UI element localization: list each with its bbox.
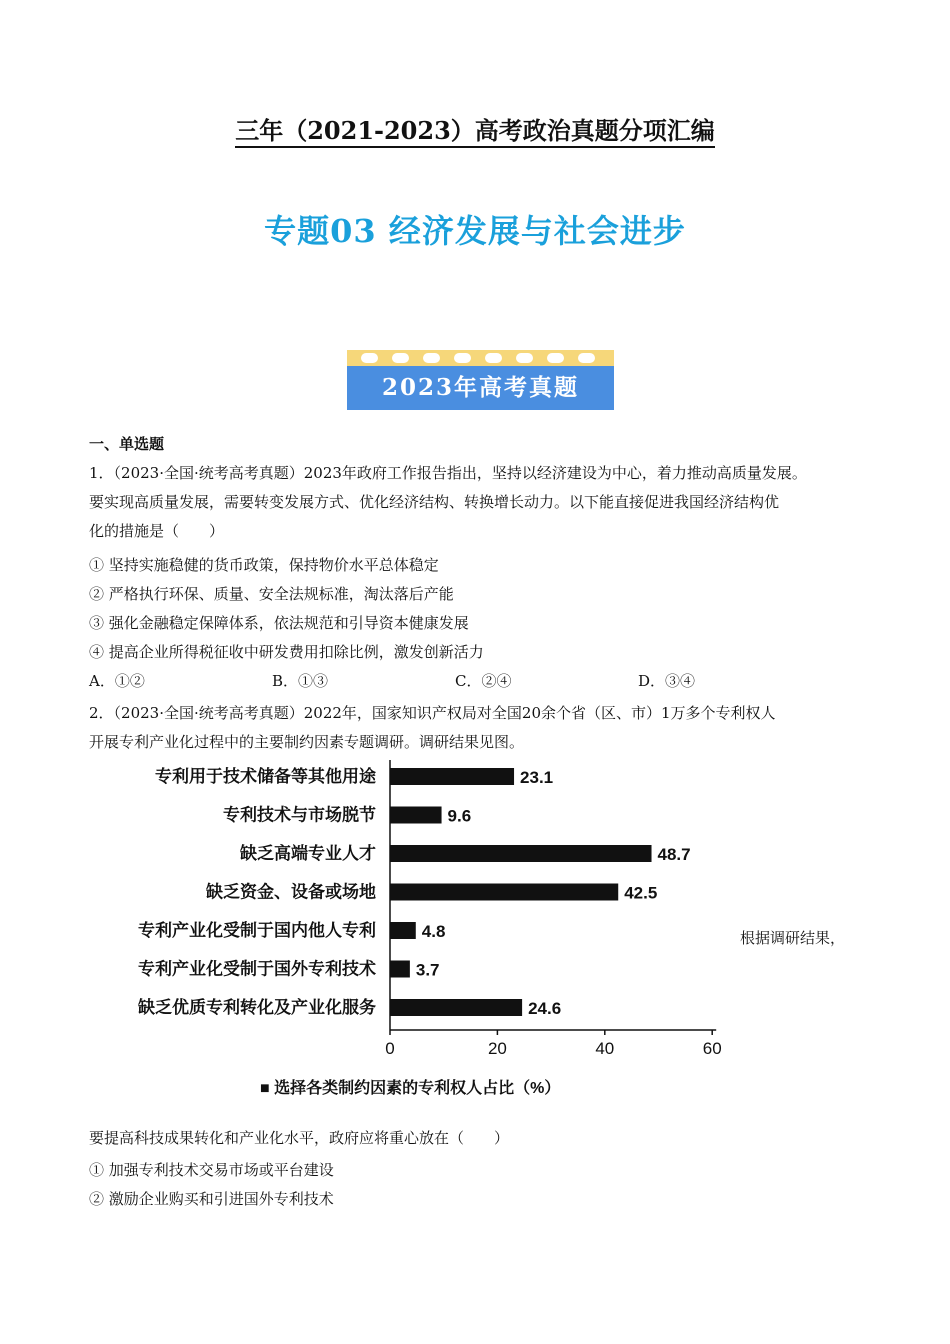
year-banner (347, 350, 614, 410)
q1-option-c: C．②④ (455, 672, 512, 690)
bar (390, 922, 416, 939)
category-label: 专利产业化受制于国外专利技术 (138, 959, 376, 979)
banner-dot-strip (347, 350, 614, 366)
bar (390, 999, 522, 1016)
value-label: 3.7 (415, 960, 440, 980)
banner-dot (516, 353, 533, 363)
q2-stem-line-3: 要提高科技成果转化和产业化水平，政府应将重心放在（ ） (89, 1129, 510, 1147)
q1-stem-line-1: 1．（2023·全国·统考高考真题）2023年政府工作报告指出，坚持以经济建设为中心，着力推动高质量发展。 (89, 464, 807, 482)
q1-statement-3: ③ 强化金融稳定保障体系，依法规范和引导资本健康发展 (89, 614, 469, 632)
chart-legend: ■ 选择各类制约因素的专利权人占比（%） (260, 1080, 561, 1097)
banner-dot (578, 353, 595, 363)
banner-dot (392, 353, 409, 363)
banner-dot (485, 353, 502, 363)
value-label: 4.8 (421, 922, 446, 941)
q1-statement-1: ① 坚持实施稳健的货币政策，保持物价水平总体稳定 (89, 556, 439, 574)
q1-statement-4: ④ 提高企业所得税征收中研发费用扣除比例，激发创新活力 (89, 643, 484, 661)
banner-label: 2023年高考真题 (347, 366, 614, 410)
banner-dot (547, 353, 564, 363)
category-label: 专利用于技术储备等其他用途 (155, 767, 376, 786)
x-tick-label: 60 (702, 1039, 722, 1058)
section-heading: 一、单选题 (89, 435, 165, 453)
q1-option-d: D．③④ (638, 672, 696, 690)
banner-dot (423, 353, 440, 363)
bar (390, 961, 410, 978)
banner-dot (454, 353, 471, 363)
q2-chart-note: 根据调研结果， (740, 929, 846, 947)
document-series-title (0, 114, 950, 148)
q1-option-a: A．①② (89, 672, 145, 690)
survey-bar-chart (100, 760, 740, 1110)
x-tick-label: 20 (487, 1039, 507, 1058)
q1-stem-line-3: 化的措施是（ ） (89, 522, 225, 540)
q1-statement-2: ② 严格执行环保、质量、安全法规标准，淘汰落后产能 (89, 585, 454, 603)
category-label: 专利技术与市场脱节 (223, 805, 376, 825)
q1-stem-line-2: 要实现高质量发展，需要转变发展方式、优化经济结构、转换增长动力。以下能直接促进我国经济结构优 (89, 493, 780, 511)
bar (390, 807, 442, 824)
value-label: 42.5 (624, 883, 658, 903)
bar (390, 884, 618, 901)
q2-statement-2: ② 激励企业购买和引进国外专利技术 (89, 1190, 334, 1208)
category-label: 缺乏高端专业人才 (240, 844, 376, 863)
category-label: 专利产业化受制于国内他人专利 (138, 921, 376, 940)
category-label: 缺乏优质专利转化及产业化服务 (138, 998, 376, 1017)
bar (390, 768, 514, 785)
q2-stem-line-1: 2．（2023·全国·统考高考真题）2022年，国家知识产权局对全国20余个省（区、市）1万多个专利权人 (89, 704, 776, 722)
series-title-text: 三年（2021-2023）高考政治真题分项汇编 (235, 116, 715, 148)
value-label: 24.6 (528, 999, 562, 1018)
topic-title: 专题03 经济发展与社会进步 (264, 212, 686, 250)
q2-statement-1: ① 加强专利技术交易市场或平台建设 (89, 1161, 334, 1179)
value-label: 9.6 (447, 806, 472, 826)
category-label: 缺乏资金、设备或场地 (206, 882, 376, 902)
value-label: 23.1 (520, 768, 554, 787)
x-tick-label: 40 (595, 1039, 615, 1058)
q2-stem-line-2: 开展专利产业化过程中的主要制约因素专题调研。调研结果见图。 (89, 733, 525, 751)
banner-dot (361, 353, 378, 363)
bar (390, 845, 652, 862)
x-tick-label: 0 (385, 1039, 395, 1058)
q1-option-b: B．①③ (272, 672, 329, 690)
value-label: 48.7 (657, 845, 691, 864)
